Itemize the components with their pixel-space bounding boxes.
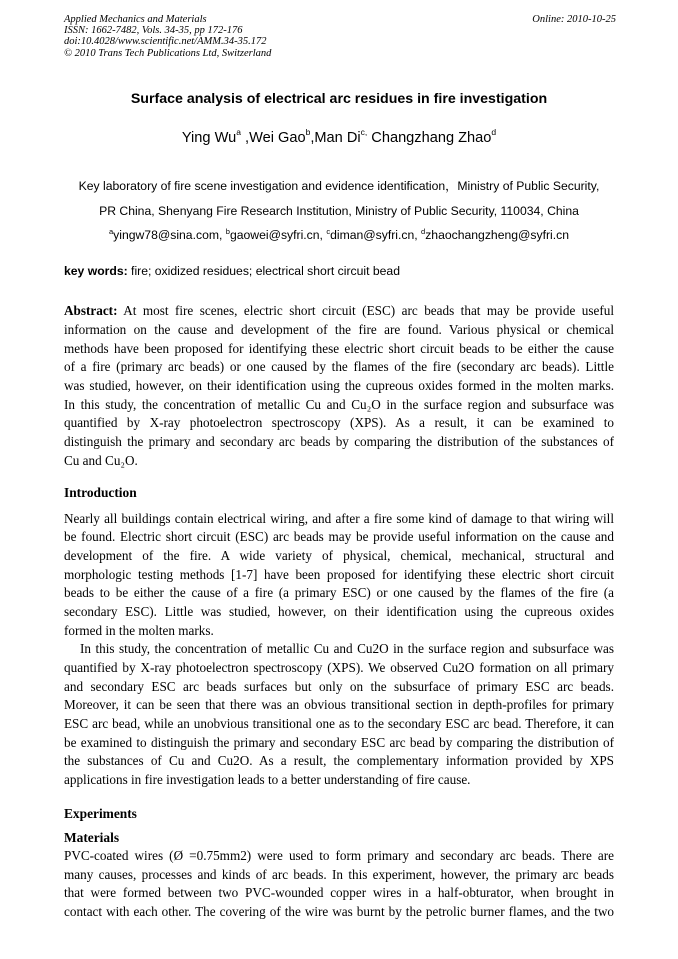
intro-line: Moreover, it can be seen that there was an obvious transitional section in depth-profiles for primary	[64, 697, 614, 712]
intro-line: beads to be either the cause of a fire (a primary ESC) or one caused by the flames of the fire (a	[64, 585, 614, 600]
abstract-line: was studied, however, on their identification using the cupreous oxides formed in the molten marks.	[64, 378, 614, 393]
affiliation-line-2: PR China, Shenyang Fire Research Institution, Ministry of Public Security, 110034, China	[99, 204, 579, 218]
experiments-line: contact with each other. The covering of the wire was burnt by the petrolic burner flames, and the two	[64, 904, 614, 919]
author-list	[40, 127, 638, 146]
keywords	[64, 264, 400, 278]
intro-line: and secondary ESC arc beads surfaces but only on the subsurface of primary ESC arc beads.	[64, 679, 614, 694]
email-link[interactable]: zhaochangzheng@syfri.cn	[425, 228, 570, 242]
intro-line: morphologic testing methods [1-7] have been proposed for identifying these electric short circuit	[64, 567, 614, 582]
email-mark: c	[326, 227, 331, 236]
experiments-heading: Experiments	[64, 806, 137, 821]
abstract-label: Abstract:	[64, 303, 118, 318]
email-separator: ,	[219, 228, 226, 242]
intro-line: In this study, the concentration of metallic Cu and Cu2O in the surface region and subsurface was	[80, 641, 614, 656]
intro-line: quantified by X-ray photoelectron spectroscopy (XPS). We observed Cu2O formation on all primary	[64, 660, 614, 675]
intro-line: development of the fire. A wide variety of physical, chemical, mechanical, structural and	[64, 548, 614, 563]
email-list	[40, 228, 638, 242]
email-separator: ,	[414, 228, 422, 242]
author: Ying Wu	[181, 130, 237, 146]
online-date: Online: 2010-10-25	[532, 14, 616, 25]
email-separator: ,	[319, 228, 327, 242]
journal-header	[64, 14, 616, 59]
author-separator: ,	[240, 130, 250, 146]
abstract-line: distinguish the primary and secondary arc beads by comparing the distribution of the substances of	[64, 434, 614, 449]
intro-line: formed in the molten marks.	[64, 623, 214, 638]
email-link[interactable]: yingw78@sina.com	[113, 228, 219, 242]
materials-subheading: Materials	[64, 830, 120, 845]
author: Man Di	[314, 130, 361, 146]
email-link[interactable]: diman@syfri.cn	[330, 228, 415, 242]
abstract-line: Abstract: At most fire scenes, electric short circuit (ESC) arc beads that may be provide useful	[64, 303, 614, 318]
issn-line: ISSN: 1662-7482, Vols. 34-35, pp 172-176	[64, 25, 243, 37]
introduction-heading: Introduction	[64, 485, 137, 500]
intro-line: be examined to distinguish the primary and secondary ESC arc bead by comparing the distribution of	[64, 735, 614, 750]
keywords-label: key words:	[64, 264, 128, 278]
affiliation-line-1: Key laboratory of fire scene investigation and evidence identification，Ministry of Public Security,	[78, 179, 600, 193]
abstract-line: In this study, the concentration of metallic Cu and Cu₂O in the surface region and subsurface was	[64, 397, 614, 412]
abstract-line: Cu and Cu₂O.	[64, 453, 138, 468]
email-link[interactable]: gaowei@syfri.cn	[229, 228, 320, 242]
intro-line: the substances of Cu and Cu2O. As a result, the complementary information provided by XPS	[64, 753, 614, 768]
author-affiliation-mark: a	[236, 127, 241, 137]
abstract-line: methods have been proposed for identifying these electric short circuit beads to be either the cause	[64, 341, 614, 356]
author: Wei Gao	[249, 130, 306, 146]
intro-line: be found. Electric short circuit (ESC) arc beads may be provide useful information on the cause and	[64, 529, 614, 544]
abstract-line: quantified by X-ray photoelectron spectroscopy (XPS). As a result, it can be examined to	[64, 415, 614, 430]
author-affiliation-mark: d	[491, 127, 497, 137]
copyright-line: © 2010 Trans Tech Publications Ltd, Switzerland	[64, 47, 272, 59]
email-mark: b	[225, 227, 230, 236]
keywords-text: fire; oxidized residues; electrical short circuit bead	[127, 264, 400, 278]
author-affiliation-mark: b	[305, 127, 311, 137]
paper-title: Surface analysis of electrical arc residues in fire investigation	[130, 91, 548, 107]
intro-line: Nearly all buildings contain electrical wiring, and after a fire some kind of damage to that wiring will	[64, 511, 614, 526]
author: Changzhang Zhao	[371, 130, 492, 146]
author-affiliation-mark: c,	[360, 127, 368, 137]
doi-line: doi:10.4028/www.scientific.net/AMM.34-35.172	[64, 36, 267, 48]
journal-name: Applied Mechanics and Materials	[64, 14, 207, 25]
intro-line: ESC arc bead, while an unobvious transitional one as to the secondary ESC arc bead. Therefore, it can	[64, 716, 614, 731]
experiments-line: PVC-coated wires (Ø =0.75mm2) were used to form primary and secondary arc beads. There are	[64, 848, 614, 863]
email-mark: d	[421, 227, 426, 236]
author-separator: ,	[310, 130, 315, 146]
experiments-line: that were formed between two PVC-wounded copper wires in a half-obturator, when brought in	[64, 885, 614, 900]
intro-line: secondary ESC). Little was studied, however, on their identification using the cupreous oxides	[64, 604, 614, 619]
abstract-line: of a fire (primary arc beads) or one caused by the flames of the fire (secondary arc beads). Little	[64, 359, 614, 374]
abstract-line: information on the cause and development of the fire are found. Various physical or chemical	[64, 322, 614, 337]
email-mark: a	[108, 227, 114, 236]
experiments-line: many causes, processes and kinds of arc beads. In this experiment, however, the primary arc beads	[64, 867, 614, 882]
intro-line: applications in fire investigation leads to a better understanding of fire cause.	[64, 772, 471, 787]
